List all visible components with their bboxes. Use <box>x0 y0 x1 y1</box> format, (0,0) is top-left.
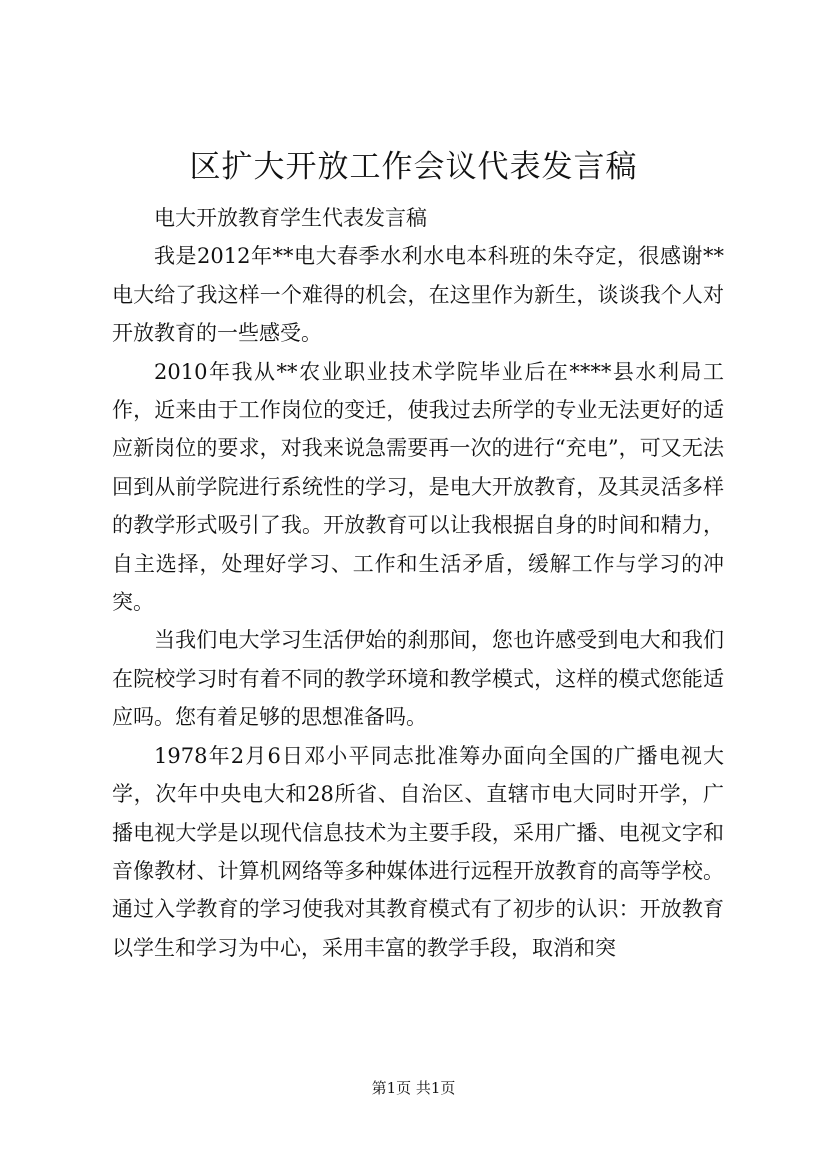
paragraph: 当我们电大学习生活伊始的刹那间，您也许感受到电大和我们在院校学习时有着不同的教学环境和教学模式，这样的模式您能适应吗。您有着足够的思想准备吗。 <box>112 628 724 730</box>
document-title: 区扩大开放工作会议代表发言稿 <box>189 149 638 185</box>
page-footer: 第1页 共1页 <box>371 1079 456 1097</box>
paragraph: 1978年2月6日邓小平同志批准筹办面向全国的广播电视大学，次年中央电大和28所省、自治区、直辖市电大同时开学，广播电视大学是以现代信息技术为主要手段，采用广播、电视文字和音像教材、计算机网络等多种媒体进行远程开放教育的高等学校。通过入学教育的学习使我对其教育模式有了初步的认识：开放教育以学生和学习为中心，采用丰富的教学手段，取消和突 <box>112 743 724 960</box>
paragraph: 我是2012年**电大春季水利水电本科班的朱夺定，很感谢**电大给了我这样一个难得的机会，在这里作为新生，谈谈我个人对开放教育的一些感受。 <box>112 244 724 346</box>
paragraph: 2010年我从**农业职业技术学院毕业后在****县水利局工作，近来由于工作岗位的变迁，使我过去所学的专业无法更好的适应新岗位的要求，对我来说急需要再一次的进行“充电”，可又无法回到从前学院进行系统性的学习，是电大开放教育，及其灵活多样的教学形式吸引了我。开放教育可以让我根据自身的时间和精力，自主选择，处理好学习、工作和生活矛盾，缓解工作与学习的冲突。 <box>112 359 724 615</box>
subtitle-line: 电大开放教育学生代表发言稿 <box>154 206 427 230</box>
document-body <box>112 199 724 967</box>
